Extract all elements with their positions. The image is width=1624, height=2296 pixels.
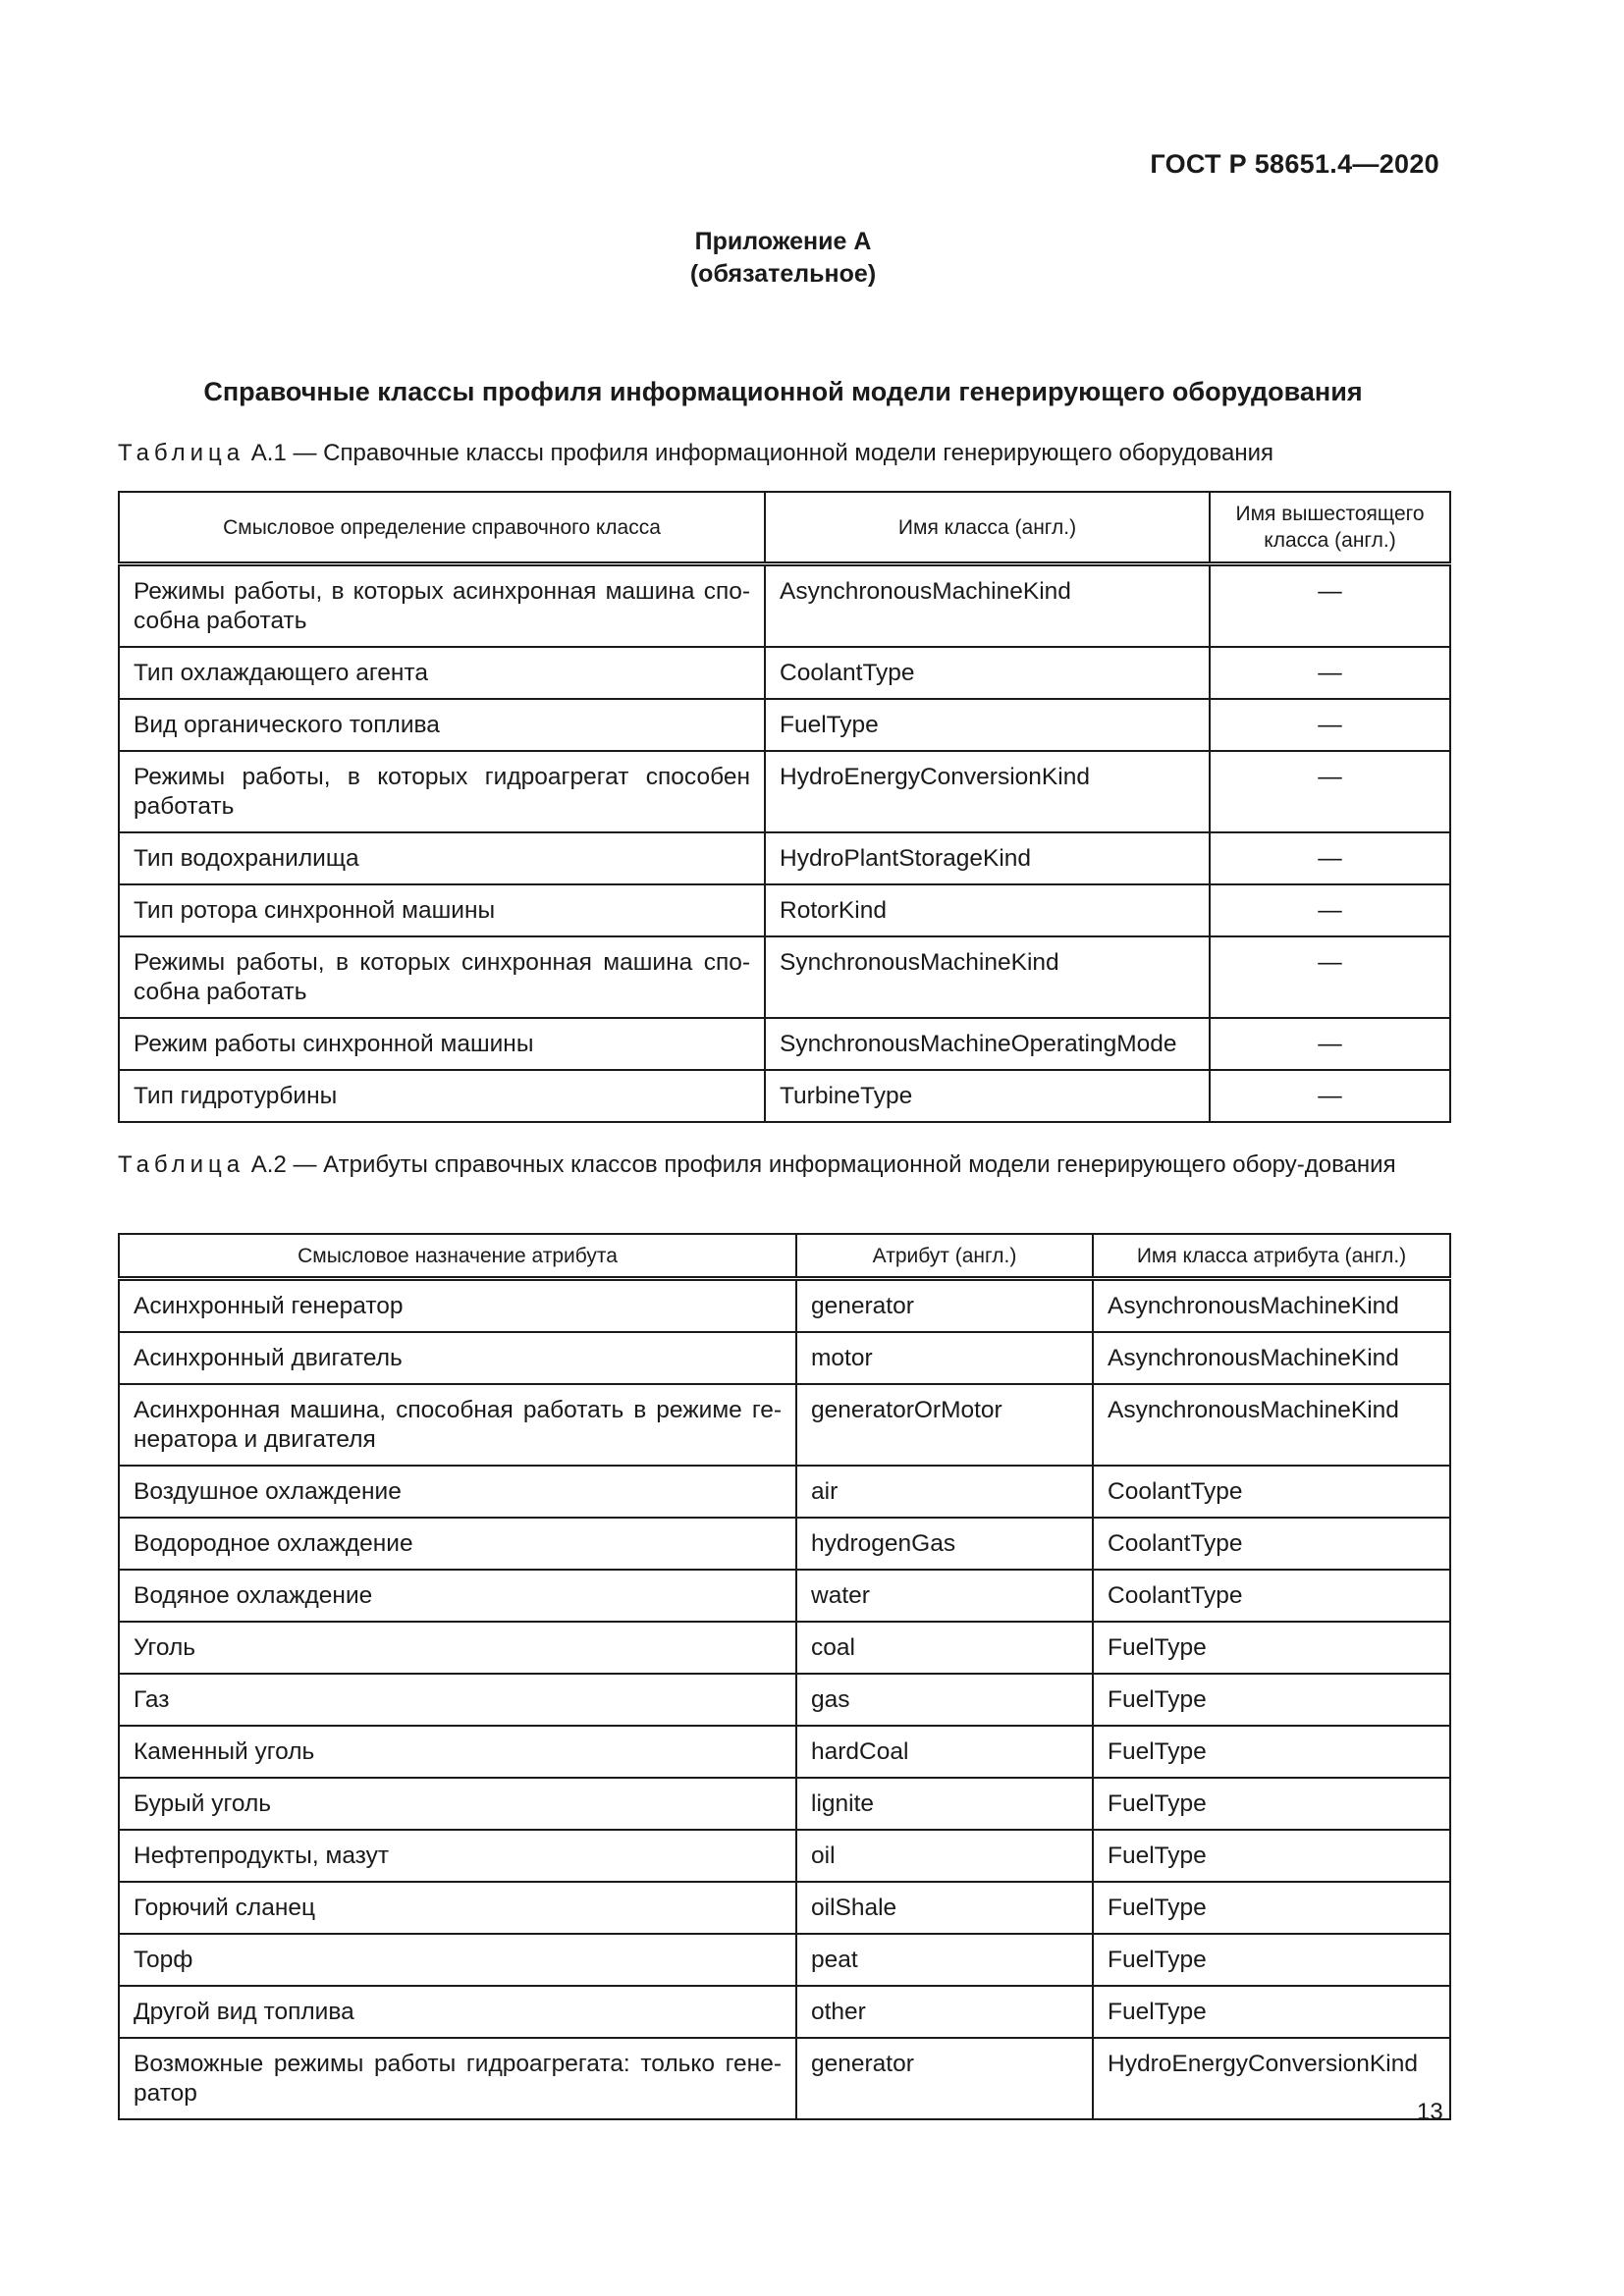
table-row — [119, 1332, 1450, 1384]
table-cell: hydrogenGas — [796, 1518, 1093, 1570]
table-cell: oilShale — [796, 1882, 1093, 1934]
table-cell: Тип охлаждающего агента — [119, 647, 765, 699]
table-cell: CoolantType — [1093, 1466, 1450, 1518]
table-cell: FuelType — [1093, 1726, 1450, 1778]
table-cell: HydroEnergyConversionKind — [765, 751, 1210, 832]
table-row — [119, 884, 1450, 936]
table-cell: — — [1210, 751, 1450, 832]
table-cell: generator — [796, 1279, 1093, 1333]
table-cell: Тип ротора синхронной машины — [119, 884, 765, 936]
table-cell: generator — [796, 2038, 1093, 2119]
table-row — [119, 1882, 1450, 1934]
table-cell: air — [796, 1466, 1093, 1518]
column-header: Смысловое определение справочного класса — [119, 492, 765, 564]
table-cell: RotorKind — [765, 884, 1210, 936]
appendix-status: (обязательное) — [689, 260, 877, 288]
table-cell: CoolantType — [765, 647, 1210, 699]
page-number: 13 — [1417, 2099, 1443, 2125]
table-row — [119, 1570, 1450, 1622]
table-row — [119, 1986, 1450, 2038]
table-cell: Торф — [119, 1934, 796, 1986]
table-cell: — — [1210, 936, 1450, 1018]
column-header: Имя класса атрибута (англ.) — [1093, 1234, 1450, 1279]
table-cell: — — [1210, 884, 1450, 936]
table-row — [119, 699, 1450, 751]
table-cell: motor — [796, 1332, 1093, 1384]
table-row — [119, 1384, 1450, 1466]
table-cell: — — [1210, 832, 1450, 884]
table-cell: Каменный уголь — [119, 1726, 796, 1778]
table-cell: HydroPlantStorageKind — [765, 832, 1210, 884]
table2-caption-text: А.2 — Атрибуты справочных классов профиля информационной модели генерирующего обору-дования — [250, 1151, 1396, 1178]
table-cell: CoolantType — [1093, 1570, 1450, 1622]
table-cell: AsynchronousMachineKind — [765, 564, 1210, 648]
table-cell: — — [1210, 564, 1450, 648]
table-cell: FuelType — [1093, 1778, 1450, 1830]
table-row — [119, 1674, 1450, 1726]
table-cell: HydroEnergyConversionKind — [1093, 2038, 1450, 2119]
table-cell: Асинхронная машина, способная работать в режиме ге-нератора и двигателя — [119, 1384, 796, 1466]
table-row — [119, 1018, 1450, 1070]
table-cell: — — [1210, 699, 1450, 751]
table-row — [119, 564, 1450, 648]
table-cell: FuelType — [1093, 1830, 1450, 1882]
table-row — [119, 1518, 1450, 1570]
table2-caption — [118, 1150, 1448, 1180]
table-cell: Нефтепродукты, мазут — [119, 1830, 796, 1882]
table-row — [119, 1622, 1450, 1674]
table-row — [119, 751, 1450, 832]
table-cell: Воздушное охлаждение — [119, 1466, 796, 1518]
table-cell: — — [1210, 1070, 1450, 1122]
table-cell: Асинхронный генератор — [119, 1279, 796, 1333]
table-row — [119, 647, 1450, 699]
table-row — [119, 832, 1450, 884]
table-cell: Режимы работы, в которых синхронная машина спо-собна работать — [119, 936, 765, 1018]
table-cell: AsynchronousMachineKind — [1093, 1384, 1450, 1466]
table-cell: other — [796, 1986, 1093, 2038]
table-row — [119, 1934, 1450, 1986]
table-header-row — [119, 1234, 1450, 1279]
table-cell: FuelType — [1093, 1622, 1450, 1674]
table-cell: Водородное охлаждение — [119, 1518, 796, 1570]
attributes-table — [118, 1233, 1451, 2120]
table-cell: — — [1210, 1018, 1450, 1070]
table-row — [119, 1778, 1450, 1830]
table-row — [119, 1466, 1450, 1518]
document-code: ГОСТ Р 58651.4—2020 — [1150, 149, 1439, 179]
table-cell: Уголь — [119, 1622, 796, 1674]
column-header: Имя вышестоящего класса (англ.) — [1210, 492, 1450, 564]
table-cell: Асинхронный двигатель — [119, 1332, 796, 1384]
table-cell: oil — [796, 1830, 1093, 1882]
table1-caption — [118, 439, 1448, 468]
table-cell: Режим работы синхронной машины — [119, 1018, 765, 1070]
table-cell: Другой вид топлива — [119, 1986, 796, 2038]
table-cell: SynchronousMachineOperatingMode — [765, 1018, 1210, 1070]
table-cell: FuelType — [1093, 1674, 1450, 1726]
table2-caption-word: Таблица — [118, 1151, 245, 1178]
table-cell: Газ — [119, 1674, 796, 1726]
table-cell: FuelType — [1093, 1934, 1450, 1986]
table-cell: — — [1210, 647, 1450, 699]
appendix-heading — [0, 226, 1566, 291]
table1-caption-text: А.1 — Справочные классы профиля информационной модели генерирующего оборудования — [250, 440, 1274, 466]
table-header-row — [119, 492, 1450, 564]
table-cell: water — [796, 1570, 1093, 1622]
table-cell: generatorOrMotor — [796, 1384, 1093, 1466]
table-cell: Тип гидротурбины — [119, 1070, 765, 1122]
table-cell: TurbineType — [765, 1070, 1210, 1122]
table-cell: Водяное охлаждение — [119, 1570, 796, 1622]
table-cell: Тип водохранилища — [119, 832, 765, 884]
table-cell: gas — [796, 1674, 1093, 1726]
appendix-title: Приложение А — [694, 228, 872, 255]
table-cell: Возможные режимы работы гидроагрегата: только гене-ратор — [119, 2038, 796, 2119]
table-cell: lignite — [796, 1778, 1093, 1830]
table-cell: hardCoal — [796, 1726, 1093, 1778]
table-row — [119, 936, 1450, 1018]
table-cell: peat — [796, 1934, 1093, 1986]
column-header: Атрибут (англ.) — [796, 1234, 1093, 1279]
table-cell: Горючий сланец — [119, 1882, 796, 1934]
table-cell: CoolantType — [1093, 1518, 1450, 1570]
table1-caption-word: Таблица — [118, 440, 245, 466]
table-cell: AsynchronousMachineKind — [1093, 1279, 1450, 1333]
table-cell: SynchronousMachineKind — [765, 936, 1210, 1018]
table-row — [119, 1070, 1450, 1122]
table-row — [119, 1279, 1450, 1333]
table-cell: Вид органического топлива — [119, 699, 765, 751]
table-cell: Бурый уголь — [119, 1778, 796, 1830]
table-cell: coal — [796, 1622, 1093, 1674]
table-row — [119, 1830, 1450, 1882]
section-title: Справочные классы профиля информационной модели генерирующего оборудования — [203, 377, 1363, 406]
reference-classes-table — [118, 491, 1451, 1123]
column-header: Смысловое назначение атрибута — [119, 1234, 796, 1279]
table-cell: FuelType — [1093, 1986, 1450, 2038]
column-header: Имя класса (англ.) — [765, 492, 1210, 564]
table-cell: FuelType — [765, 699, 1210, 751]
table-cell: FuelType — [1093, 1882, 1450, 1934]
table-cell: AsynchronousMachineKind — [1093, 1332, 1450, 1384]
table-cell: Режимы работы, в которых гидроагрегат способен работать — [119, 751, 765, 832]
table-row — [119, 2038, 1450, 2119]
table-cell: Режимы работы, в которых асинхронная машина спо-собна работать — [119, 564, 765, 648]
table-row — [119, 1726, 1450, 1778]
